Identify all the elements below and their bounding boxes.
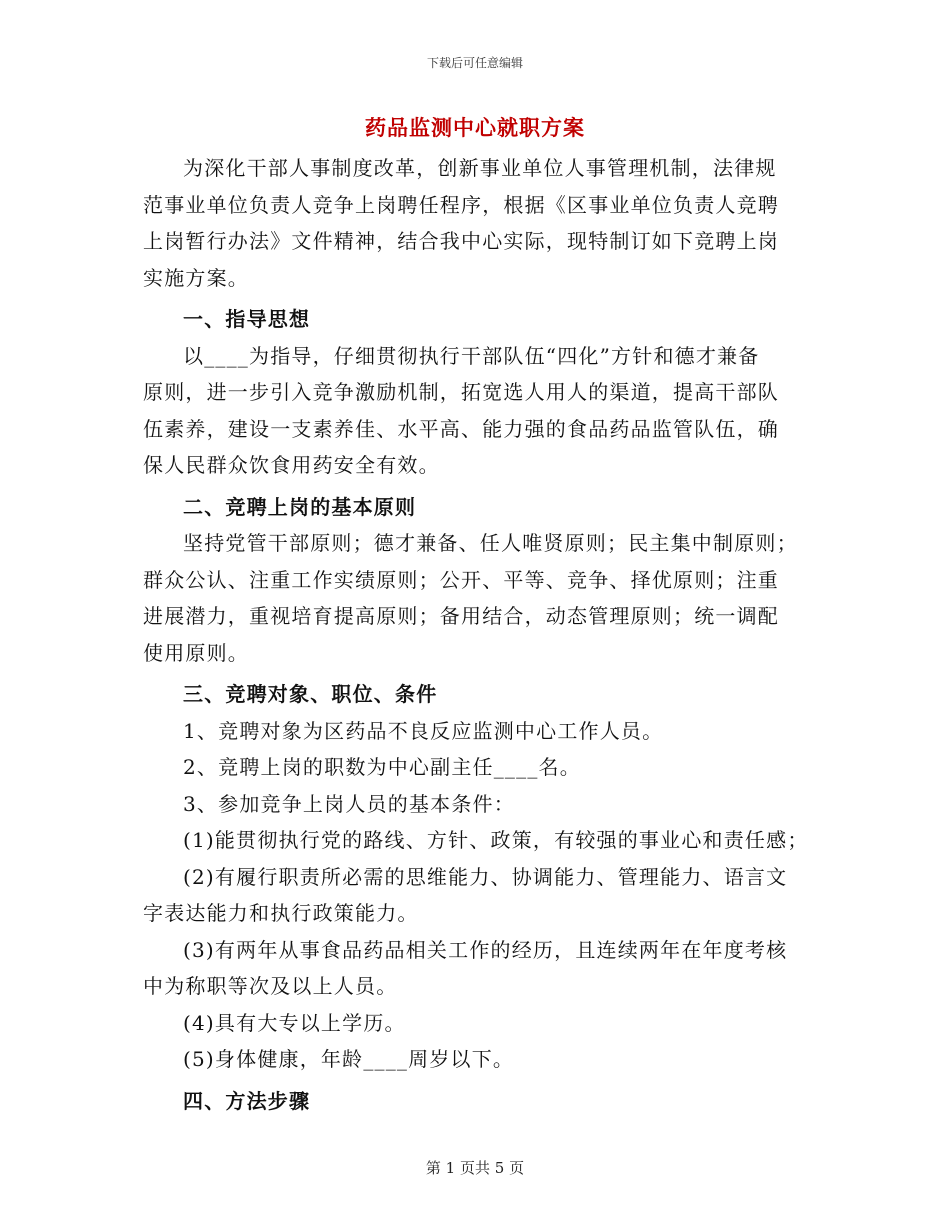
body-line: 原则，进一步引入竞争激励机制，拓宽选人用人的渠道，提高干部队 [143,380,779,404]
body-line: 实施方案。 [143,265,249,290]
section-heading: 二、竞聘上岗的基本原则 [183,494,417,519]
body-line: 使用原则。 [143,640,249,665]
body-line: 群众公认、注重工作实绩原则；公开、平等、竞争、择优原则；注重 [143,567,779,592]
body-line: 上岗暂行办法》文件精神，结合我中心实际，现特制订如下竞聘上岗 [143,229,779,253]
body-line: 伍素养，建设一支素养佳、水平高、能力强的食品药品监管队伍，确 [143,416,779,441]
section-heading: 一、指导思想 [183,307,311,331]
body-line: 保人民群众饮食用药安全有效。 [143,453,440,477]
header-note: 下载后可任意编辑 [426,56,523,70]
list-item: 2、竞聘上岗的职数为中心副主任____名。 [183,755,581,779]
body-line: 中为称职等次及以上人员。 [143,974,398,998]
section-heading: 三、竞聘对象、职位、条件 [183,682,438,706]
list-item: (1)能贯彻执行党的路线、方针、政策，有较强的事业心和责任感； [183,828,809,852]
body-line: 进展潜力，重视培育提高原则；备用结合，动态管理原则；统一调配 [143,604,779,628]
document-body [143,150,815,1119]
list-item: (5)身体健康，年龄____周岁以下。 [183,1047,515,1071]
body-line: 坚持党管干部原则；德才兼备、任人唯贤原则；民主集中制原则； [183,531,798,555]
list-item: 3、参加竞争上岗人员的基本条件： [183,791,515,816]
body-line: 为深化干部人事制度改革，创新事业单位人事管理机制，法律规 [183,156,777,180]
list-item: 1、竞聘对象为区药品不良反应监测中心工作人员。 [183,718,664,743]
body-line: 以____为指导，仔细贯彻执行干部队伍“四化”方针和德才兼备 [183,343,760,368]
document-title: 药品监测中心就职方案 [365,115,585,140]
list-item: (3)有两年从事食品药品相关工作的经历，且连续两年在年度考核 [183,937,788,962]
list-item: (2)有履行职责所必需的思维能力、协调能力、管理能力、语言文 [183,864,788,889]
page-footer: 第 1 页共 5 页 [425,1159,525,1177]
section-heading: 四、方法步骤 [183,1088,311,1113]
body-line: 字表达能力和执行政策能力。 [143,901,419,925]
list-item: (4)具有大专以上学历。 [183,1010,406,1035]
body-line: 范事业单位负责人竞争上岗聘任程序，根据《区事业单位负责人竞聘 [143,192,779,217]
